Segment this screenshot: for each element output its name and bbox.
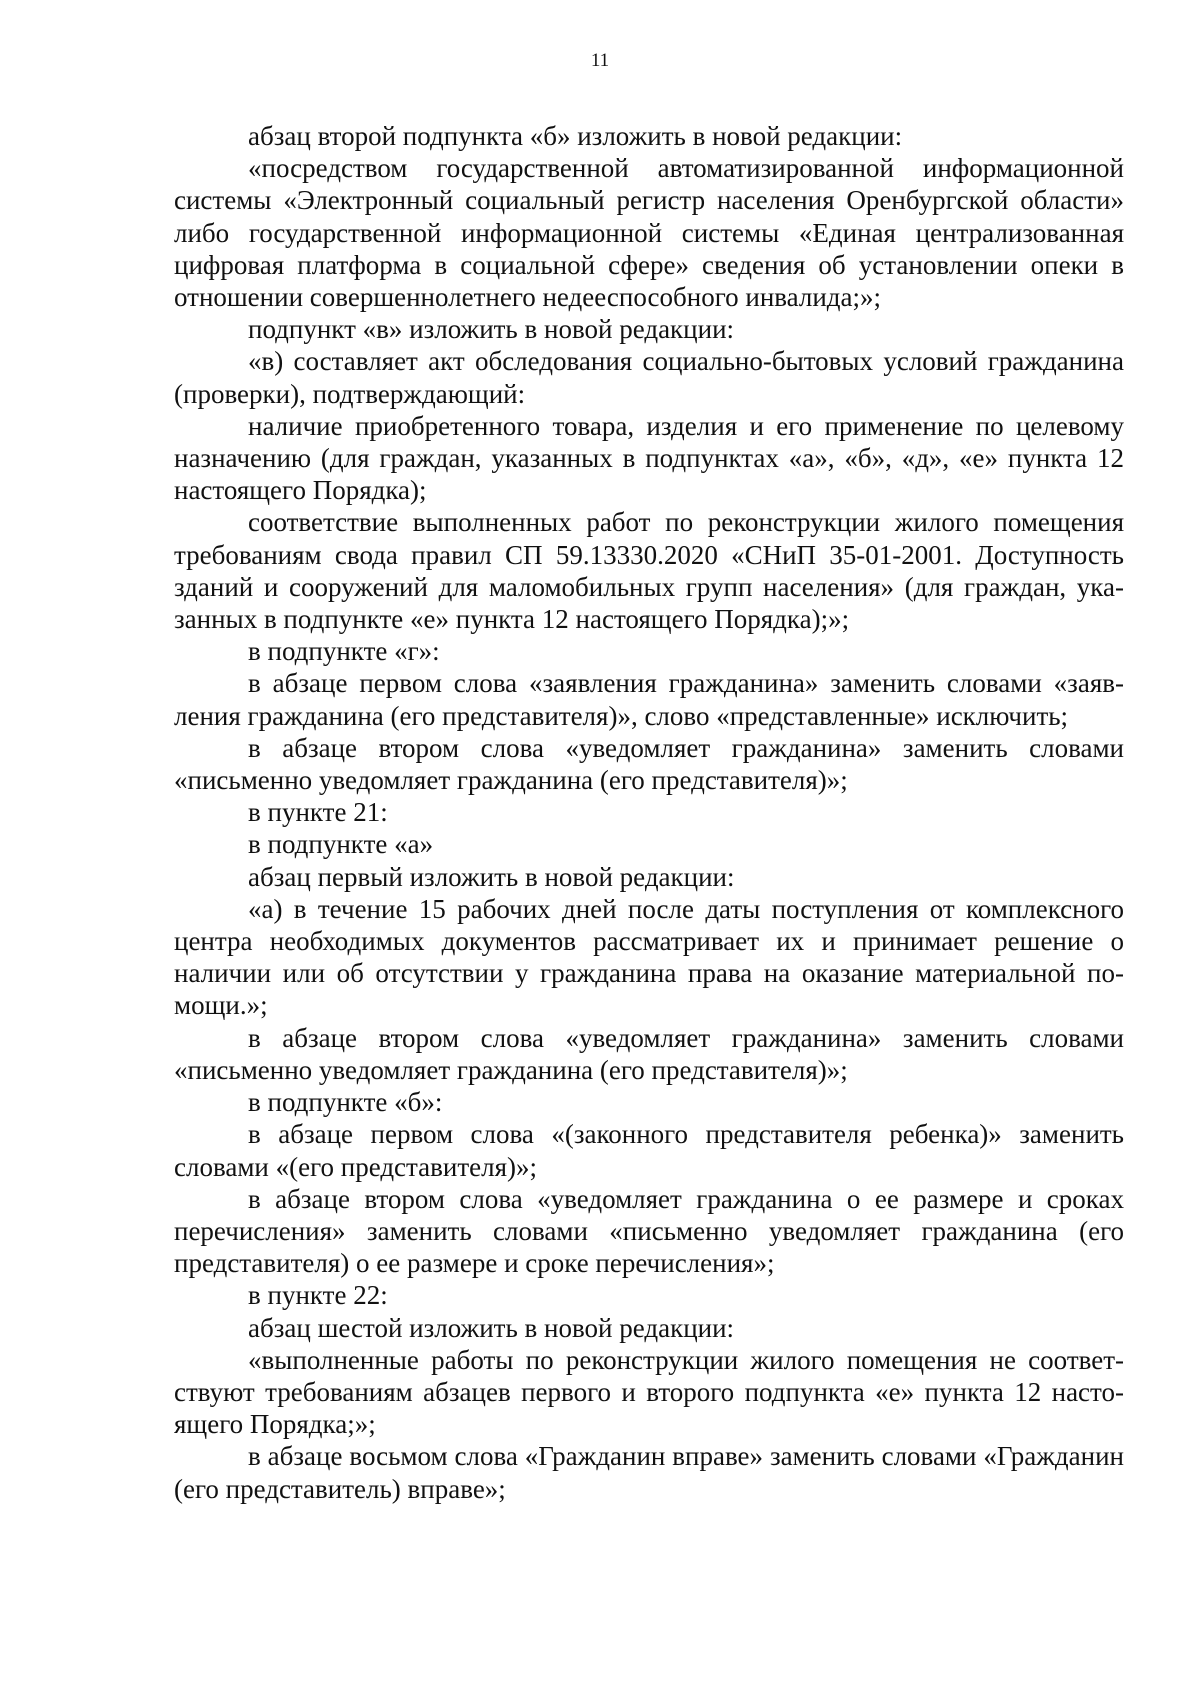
paragraph: «посредством государственной автоматизированной информационной системы «Электронный социальный регистр населения Оренбургской области» либо государственной информационной системы «Единая централизованная цифровая платформа в социальной сфере» сведения об установлении опеки в отношении совершеннолетнего недееспособного инвалида;»; <box>174 153 1124 313</box>
paragraph: в абзаце втором слова «уведомляет гражданина» заменить словами «письменно уведомляет гражданина (его представителя)»; <box>174 732 1124 796</box>
paragraph: «в) составляет акт обследования социально-бытовых условий гражданина (проверки), подтверждающий: <box>174 346 1124 409</box>
paragraph: «выполненные работы по реконструкции жилого помещения не соответствуют требованиям абзацев первого и второго подпункта «е» пункта 12 настоящего Порядка;»; <box>174 1344 1124 1440</box>
paragraph: в абзаце втором слова «уведомляет гражданина» заменить словами «письменно уведомляет гражданина (его представителя)»; <box>174 1022 1124 1085</box>
paragraph: в абзаце втором слова «уведомляет гражданина о ее размере и сроках перечисления» заменить словами «письменно уведомляет гражданина (его представителя) о ее размере и сроке перечисления»; <box>174 1183 1124 1279</box>
paragraph: в подпункте «б»: <box>248 1087 443 1118</box>
paragraph: в абзаце первом слова «(законного представителя ребенка)» заменить словами «(его представителя)»; <box>174 1119 1124 1182</box>
paragraph: подпункт «в» изложить в новой редакции: <box>248 314 735 345</box>
paragraph: наличие приобретенного товара, изделия и его применение по целевому назначению (для граждан, указанных в подпунктах «а», «б», «д», «е» пункта 12 настоящего Порядка); <box>174 410 1124 506</box>
paragraph: в абзаце восьмом слова «Гражданин вправе» заменить словами «Гражданин (его представитель) вправе»; <box>174 1441 1124 1504</box>
paragraph: «а) в течение 15 рабочих дней после даты поступления от комплексного центра необходимых документов рассматривает их и принимает решение о наличии или об отсутствии у гражданина права на оказание материальной помощи.»; <box>174 893 1124 1021</box>
page-number: 11 <box>590 50 610 71</box>
paragraph: абзац второй подпункта «б» изложить в новой редакции: <box>248 121 903 151</box>
document-body <box>174 120 1124 1505</box>
paragraph: абзац первый изложить в новой редакции: <box>248 861 735 892</box>
paragraph: в абзаце первом слова «заявления гражданина» заменить словами «заявления гражданина (его представителя)», слово «представленные» исключить; <box>174 668 1124 731</box>
paragraph: в пункте 22: <box>248 1280 388 1311</box>
paragraph: в пункте 21: <box>248 797 388 828</box>
paragraph: соответствие выполненных работ по реконструкции жилого помещения требованиям свода правил СП 59.13330.2020 «СНиП 35-01-2001. Доступность зданий и сооружений для маломобильных групп населения» (для граждан, указанных в подпункте «е» пункта 12 настоящего Порядка);»; <box>174 507 1124 635</box>
paragraph: в подпункте «г»: <box>248 636 440 667</box>
paragraph: в подпункте «а» <box>248 829 434 860</box>
paragraph: абзац шестой изложить в новой редакции: <box>248 1312 735 1343</box>
